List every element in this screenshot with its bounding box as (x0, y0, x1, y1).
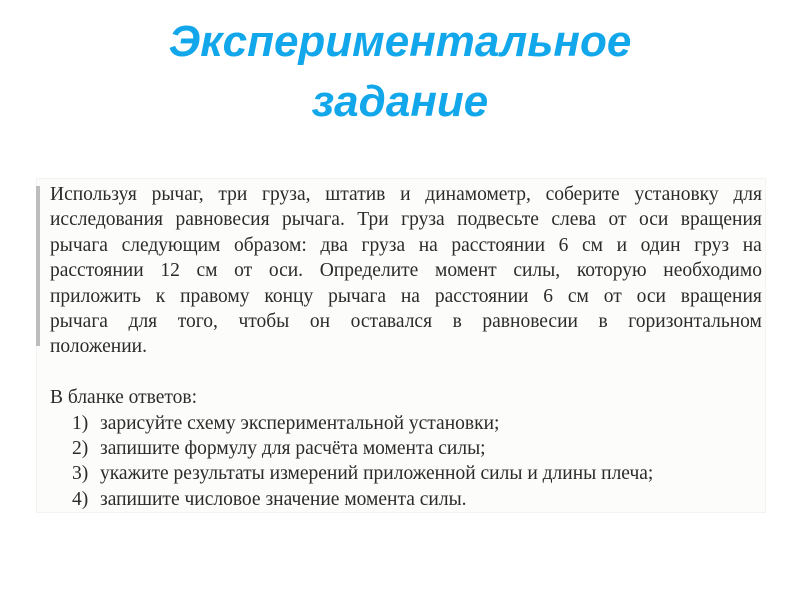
answers-item-number: 2) (72, 437, 89, 459)
task-word: момент (434, 260, 497, 282)
task-word: рычага (50, 310, 108, 332)
task-word: концу (264, 285, 314, 307)
slide-title-line-2: задание (311, 77, 489, 126)
task-word: подвесьте (457, 209, 539, 231)
task-text-line (50, 233, 762, 258)
task-word: образом: (233, 234, 307, 256)
scan-shadow-edge (36, 186, 40, 346)
task-word: Три (357, 209, 389, 231)
task-word: на (400, 285, 420, 307)
task-word: расстоянии (50, 260, 144, 282)
task-word: которую (576, 260, 647, 282)
answers-list-item (72, 487, 762, 512)
task-word: груза, (262, 184, 311, 205)
task-word: следующим (121, 234, 221, 256)
task-word: и (616, 234, 628, 256)
task-word: силы, (513, 260, 561, 282)
task-word: два (320, 234, 348, 256)
task-word: 12 (160, 260, 180, 282)
slide-title-line-1: Экспериментальное (168, 17, 632, 66)
task-word: исследования (50, 209, 163, 231)
task-word: от (608, 209, 627, 231)
task-word: на (742, 234, 762, 256)
task-word: соберите (545, 184, 620, 205)
task-text (50, 182, 762, 512)
task-word: чтобы (238, 310, 290, 332)
answers-heading: В бланке ответов: (50, 387, 198, 409)
paragraph-gap (50, 360, 762, 385)
answers-item-number: 3) (72, 463, 89, 485)
task-word: см (567, 285, 589, 307)
task-word: на (418, 234, 438, 256)
task-word: в (452, 310, 462, 332)
task-word: от (234, 260, 253, 282)
task-text-line (50, 207, 762, 232)
task-word: рычаг, (151, 184, 204, 205)
task-word: приложить (50, 285, 141, 307)
answers-item-text: запишите формулу для расчёта момента силы; (100, 437, 486, 459)
task-word: расстоянии (451, 234, 546, 256)
task-text-line (50, 182, 762, 207)
task-word: для (733, 184, 762, 205)
task-word: слева (551, 209, 597, 231)
task-word: Определите (319, 260, 419, 282)
task-word: установку (634, 184, 719, 205)
task-word: горизонтальном (628, 310, 762, 332)
answers-item-text: зарисуйте схему экспериментальной установки; (100, 412, 500, 434)
task-word: штатив (325, 184, 386, 205)
answers-item-text: запишите числовое значение момента силы. (100, 488, 467, 510)
answers-list-item (72, 461, 762, 486)
task-word: рычага (50, 234, 108, 256)
task-word: правому (180, 285, 250, 307)
task-word: того, (177, 310, 218, 332)
task-word: рычага (328, 285, 387, 307)
task-word: вращения (680, 285, 762, 307)
answers-list-item (72, 411, 762, 436)
task-word: и (400, 184, 411, 205)
task-word: три (218, 184, 248, 205)
task-word: рычага. (282, 209, 345, 231)
task-word: равновесии (482, 310, 578, 332)
task-word: оси (638, 209, 669, 231)
task-paragraph (50, 182, 762, 360)
task-word: положении. (50, 336, 147, 358)
task-word: он (309, 310, 331, 332)
task-word: динамометр, (425, 184, 531, 205)
task-word: оставался (350, 310, 433, 332)
task-text-line (50, 309, 762, 334)
task-word: расстоянии (434, 285, 529, 307)
answers-list-item (72, 436, 762, 461)
task-word: 6 (543, 285, 554, 307)
task-word: Используя (50, 184, 137, 205)
task-word: груза (361, 234, 406, 256)
task-word: для (128, 310, 158, 332)
slide-title (0, 12, 800, 132)
task-word: в (598, 310, 608, 332)
task-word: от (603, 285, 622, 307)
task-word: равновесия (175, 209, 270, 231)
task-word: груза (401, 209, 445, 231)
task-word: оси. (268, 260, 304, 282)
answers-item-number: 1) (72, 412, 89, 434)
task-word: вращения (680, 209, 762, 231)
task-text-line (50, 258, 762, 283)
answers-item-number: 4) (72, 488, 89, 510)
task-text-line (50, 334, 762, 359)
task-word: необходимо (663, 260, 762, 282)
answers-list (50, 411, 762, 513)
task-word: к (155, 285, 166, 307)
task-word: 6 (558, 234, 569, 256)
task-word: оси (636, 285, 666, 307)
task-word: груз (694, 234, 730, 256)
answers-item-text: укажите результаты измерений приложенной силы и длины плеча; (100, 463, 654, 485)
task-word: один (640, 234, 681, 256)
task-text-line (50, 284, 762, 309)
task-word: см (581, 234, 603, 256)
task-word: см (196, 260, 218, 282)
